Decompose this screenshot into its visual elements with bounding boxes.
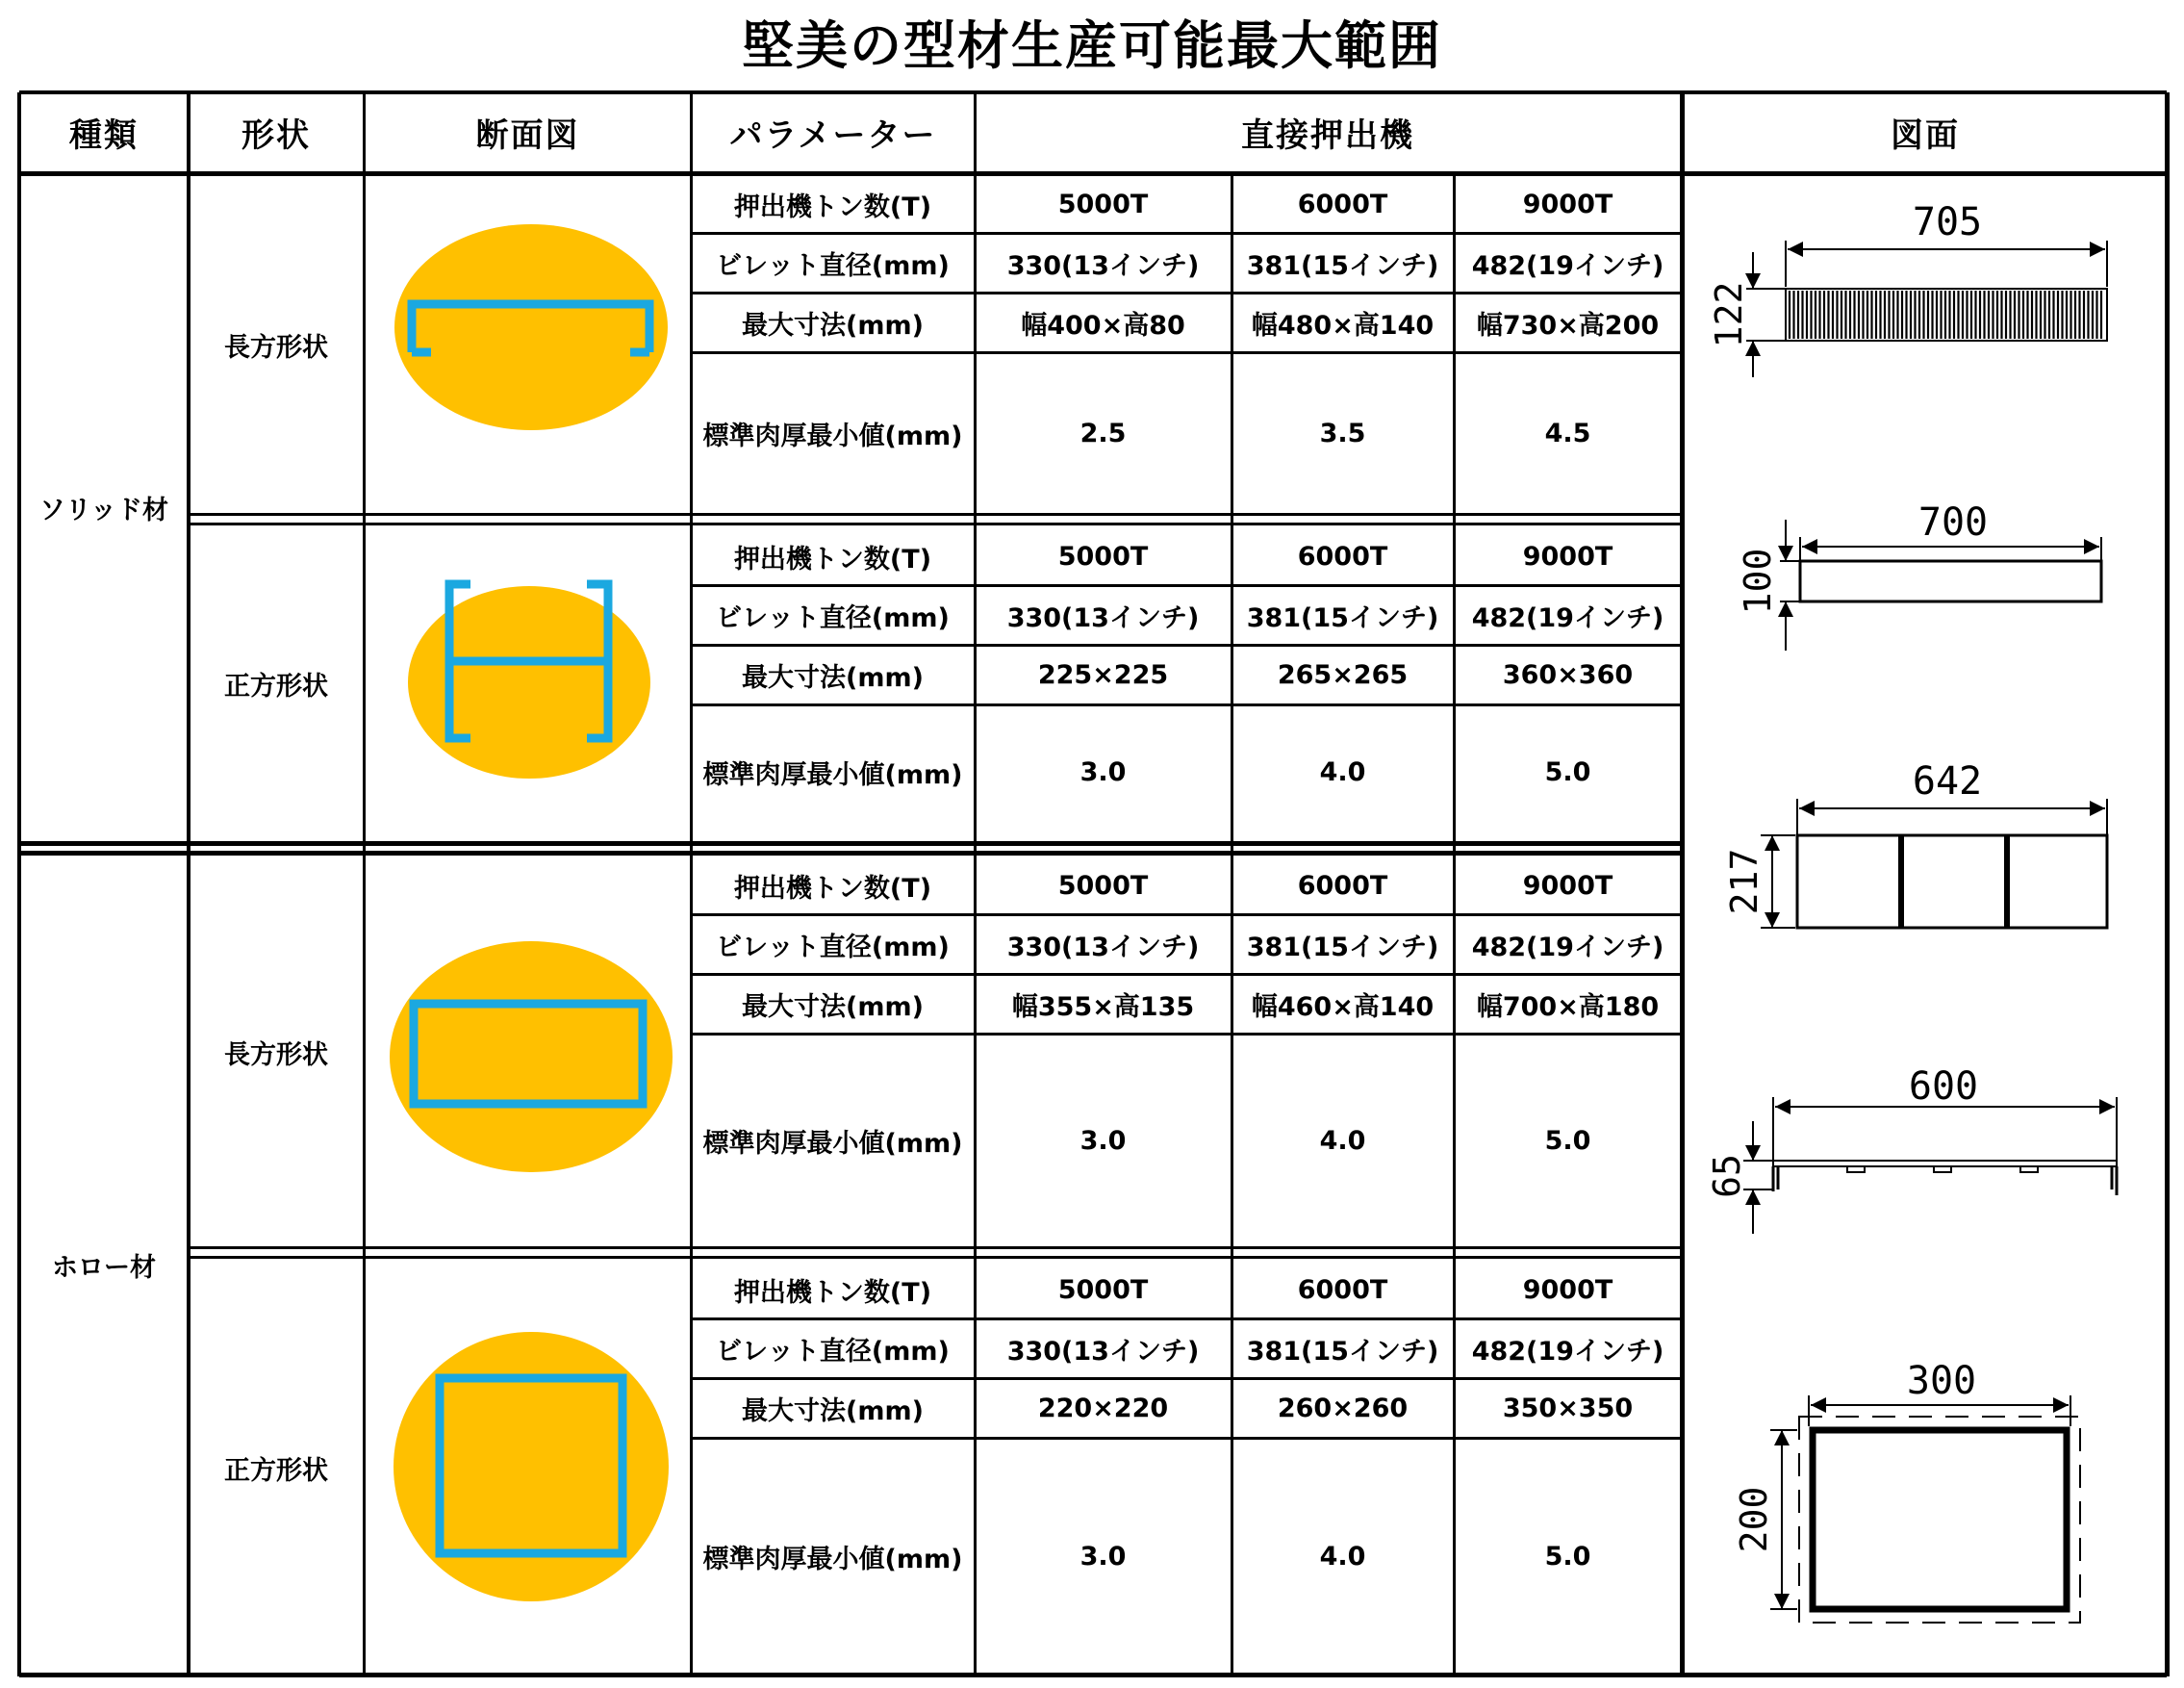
value-cell: 5.0 [1544,756,1591,787]
value-cell: 5.0 [1544,1541,1591,1572]
drawing-1-height: 122 [1708,281,1750,348]
value-cell: 4.0 [1319,1125,1366,1156]
drawing-4-width: 600 [1908,1064,1979,1109]
value-cell: 幅460×高140 [1251,991,1435,1022]
param-label: 最大寸法(mm) [742,991,924,1022]
drawing-5-height: 200 [1733,1486,1775,1553]
value-cell: 幅730×高200 [1476,310,1660,341]
value-cell: 6000T [1297,541,1388,572]
value-cell: 9000T [1522,189,1613,219]
value-cell: 6000T [1297,1274,1388,1305]
value-cell: 幅400×高80 [1021,310,1185,341]
param-label: 押出機トン数(T) [733,873,932,904]
value-cell: 9000T [1522,870,1613,901]
value-cell: 381(15インチ) [1246,602,1439,633]
grid-line-horizontal [19,851,1682,856]
param-label: 最大寸法(mm) [742,1395,924,1426]
param-label: ビレット直径(mm) [716,1336,950,1367]
value-cell: 225×225 [1037,659,1169,690]
kind-hollow: ホロー材 [52,1252,156,1283]
param-label: 標準肉厚最小値(mm) [702,421,963,451]
grid-line-horizontal [189,1256,1682,1259]
page-title: 堅美の型材生産可能最大範囲 [742,15,1442,76]
value-cell: 265×265 [1277,659,1409,690]
grid-line-horizontal [189,523,1682,525]
param-label: ビレット直径(mm) [716,602,950,633]
grid-line-vertical [17,92,21,1676]
drawing-5 [1733,1359,2080,1623]
value-cell: 5000T [1057,541,1149,572]
param-label: 標準肉厚最小値(mm) [702,1544,963,1574]
value-cell: 3.0 [1079,1125,1127,1156]
shape-label: 長方形状 [224,332,328,363]
value-cell: 482(19インチ) [1471,1336,1664,1367]
drawing-3-width: 642 [1912,759,1983,804]
header-kind: 種類 [69,115,139,155]
value-cell: 3.0 [1079,756,1127,787]
value-cell: 260×260 [1277,1393,1409,1423]
param-label: ビレット直径(mm) [716,250,950,281]
value-cell: 4.5 [1544,418,1591,448]
drawing-3-height: 217 [1723,848,1765,915]
param-label: 押出機トン数(T) [733,192,932,222]
drawing-2-height: 100 [1737,548,1779,615]
value-cell: 5000T [1057,189,1149,219]
value-cell: 381(15インチ) [1246,1336,1439,1367]
header-drawing: 図面 [1891,115,1960,155]
grid-line-vertical [363,92,366,1676]
value-cell: 220×220 [1037,1393,1169,1423]
value-cell: 3.5 [1319,418,1366,448]
param-label: 最大寸法(mm) [742,662,924,693]
value-cell: 6000T [1297,189,1388,219]
drawing-1 [1708,200,2107,377]
header-param: パラメーター [729,115,937,155]
value-cell: 6000T [1297,870,1388,901]
param-label: 標準肉厚最小値(mm) [702,759,963,790]
value-cell: 4.0 [1319,1541,1366,1572]
drawing-2 [1737,500,2101,651]
value-cell: 3.0 [1079,1541,1127,1572]
kind-solid: ソリッド材 [39,495,168,525]
value-cell: 330(13インチ) [1006,250,1200,281]
header-section: 断面図 [475,115,580,155]
param-label: 最大寸法(mm) [742,310,924,341]
drawing-1-width: 705 [1912,200,1983,244]
value-cell: 5.0 [1544,1125,1591,1156]
value-cell: 360×360 [1502,659,1634,690]
header-shape: 形状 [241,115,311,155]
value-cell: 幅480×高140 [1251,310,1435,341]
drawing-2-width: 700 [1917,500,1989,545]
shape-label: 正方形状 [224,1455,328,1486]
header-press: 直接押出機 [1241,115,1414,155]
drawing-4-height: 65 [1706,1154,1748,1198]
value-cell: 330(13インチ) [1006,602,1200,633]
value-cell: 幅355×高135 [1011,991,1195,1022]
value-cell: 350×350 [1502,1393,1634,1423]
param-label: 標準肉厚最小値(mm) [702,1128,963,1159]
value-cell: 5000T [1057,870,1149,901]
grid-line-horizontal [19,841,1682,846]
drawing-5-width: 300 [1906,1359,1977,1403]
value-cell: 330(13インチ) [1006,1336,1200,1367]
value-cell: 2.5 [1079,418,1127,448]
value-cell: 381(15インチ) [1246,932,1439,962]
value-cell: 482(19インチ) [1471,250,1664,281]
shape-label: 長方形状 [224,1039,328,1070]
value-cell: 4.0 [1319,756,1366,787]
drawing-4 [1706,1064,2117,1234]
param-label: 押出機トン数(T) [733,544,932,575]
shape-label: 正方形状 [224,671,328,702]
value-cell: 幅700×高180 [1476,991,1660,1022]
value-cell: 381(15インチ) [1246,250,1439,281]
grid-line-vertical [2165,92,2170,1676]
value-cell: 330(13インチ) [1006,932,1200,962]
param-label: ビレット直径(mm) [716,932,950,962]
value-cell: 5000T [1057,1274,1149,1305]
drawing-3 [1723,759,2107,928]
value-cell: 482(19インチ) [1471,932,1664,962]
param-label: 押出機トン数(T) [733,1277,932,1308]
value-cell: 9000T [1522,1274,1613,1305]
grid-line-horizontal [19,90,2167,94]
value-cell: 482(19インチ) [1471,602,1664,633]
value-cell: 9000T [1522,541,1613,572]
